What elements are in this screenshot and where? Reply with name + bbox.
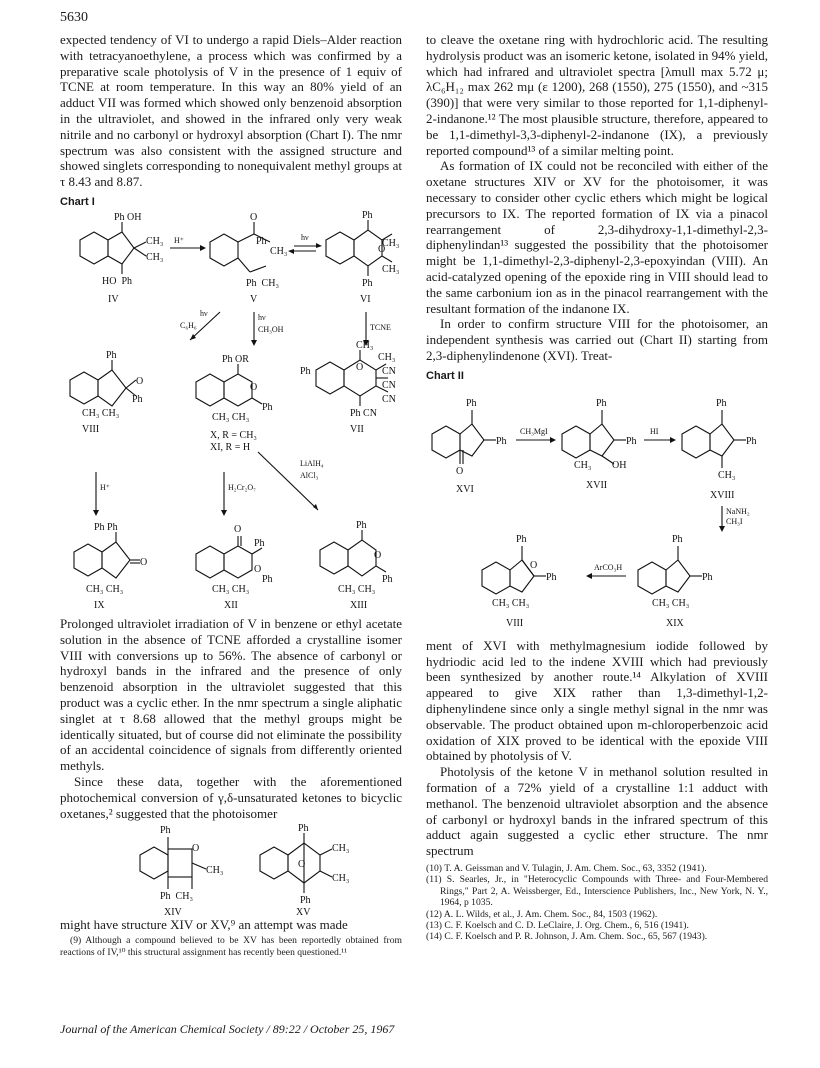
reagent-hv-3: hν — [258, 312, 266, 322]
svg-text:CH₃: CH₃ — [206, 865, 224, 877]
left-column — [60, 32, 402, 958]
svg-text:CH₃: CH₃ — [382, 237, 400, 249]
svg-text:HO Ph: HO Ph — [102, 275, 133, 287]
structure-xviii — [682, 398, 757, 481]
svg-text:Ph: Ph — [672, 533, 683, 545]
label-xviii: XVIII — [710, 489, 735, 501]
reagent-tcne: TCNE — [370, 322, 391, 332]
page-number: 5630 — [60, 10, 88, 25]
svg-text:Ph: Ph — [496, 435, 507, 447]
structure-xix — [638, 534, 713, 609]
structure-xiv — [140, 825, 223, 902]
svg-text:Ph: Ph — [262, 573, 273, 585]
svg-text:Ph: Ph — [300, 895, 311, 907]
reagent-hv-2: hν — [200, 308, 208, 318]
svg-text:Ph: Ph — [466, 397, 477, 409]
svg-text:CH₃ CH₃: CH₃ CH₃ — [86, 583, 124, 595]
svg-text:CH₃ CH₃: CH₃ CH₃ — [338, 583, 376, 595]
svg-text:Ph CH₃: Ph CH₃ — [160, 891, 193, 903]
reference-14: (14) C. F. Koelsch and P. R. Johnson, J. Am. Chem. Soc., 65, 567 (1943). — [426, 931, 708, 943]
svg-text:CH₃: CH₃ — [718, 469, 736, 481]
chart-2-scheme — [426, 384, 768, 638]
svg-text:O: O — [530, 559, 538, 571]
svg-text:CH₃: CH₃ — [146, 251, 164, 263]
svg-text:Ph CN: Ph CN — [350, 407, 377, 419]
label-xvii: XVII — [586, 479, 608, 491]
svg-text:O: O — [250, 211, 258, 223]
svg-text:Ph: Ph — [362, 277, 373, 289]
svg-text:Ph: Ph — [702, 571, 713, 583]
structure-vi — [326, 210, 399, 289]
structure-viii — [70, 350, 143, 419]
label-xiii: XIII — [350, 599, 368, 611]
svg-text:OH: OH — [612, 459, 627, 471]
svg-text:O: O — [378, 243, 386, 255]
chart-1-scheme — [60, 210, 402, 612]
structure-vii — [300, 340, 396, 419]
label-vii: VII — [350, 423, 364, 435]
references — [426, 863, 768, 943]
svg-text:Ph: Ph — [546, 571, 557, 583]
label-iv: IV — [108, 293, 119, 305]
svg-text:CH₃ CH₃: CH₃ CH₃ — [652, 597, 690, 609]
structure-xiii — [320, 520, 393, 595]
structure-viii-2 — [482, 534, 557, 609]
svg-text:Ph: Ph — [746, 435, 757, 447]
svg-text:O: O — [140, 556, 148, 568]
structure-xii — [196, 524, 273, 595]
svg-text:O: O — [254, 563, 262, 575]
right-paragraph-2: As formation of IX could not be reconciled with either of the oxetane structures XIV or XV for the photoisomer, it was necessary to consider other cyclic ethers which might be logical precursors to IX. The reported formation of IX via a pinacol rearrangement of 2,3-dihydroxy-1,1-dimethyl-2,3-diphenylindan¹³ suggested the possibility that the photoisomer might be 1,1-dimethyl-2,3-diphenyl-2,3-epoxyindan (VIII). An acid-catalyzed opening of the epoxide ring in VIII should lead to the same carbonium ion as in the pinacol rearrangement with the resultant formation of the indanone IX. — [426, 158, 768, 316]
structure-xvi — [432, 398, 507, 477]
svg-text:CH₃: CH₃ — [356, 339, 374, 351]
svg-text:Ph: Ph — [298, 823, 309, 835]
svg-text:O: O — [356, 361, 364, 373]
svg-text:CH₃: CH₃ — [332, 843, 350, 855]
svg-text:Ph: Ph — [106, 349, 117, 361]
reagent-alcl3: AlCl₃ — [300, 470, 319, 480]
left-paragraph-2: Prolonged ultraviolet irradiation of V in benzene or ethyl acetate solution in the absence of TCNE afforded a crystalline isomer VIII with conversions up to 56%. The absence of carbonyl or hydroxyl bands in the infrared and the presence of only benzenoid absorption in the ultraviolet suggested that this product was a cyclic ether. In the nmr spectrum a single aliphatic singlet at τ 8.68 allowed that the methyl groups might be identically situated, but of course did not eliminate the possibility of an accidental coincidence of signals from differently oriented methyls. — [60, 615, 402, 774]
footnote-9: (9) Although a compound believed to be XV has been reportedly obtained from reactions of IV,¹⁰ this structural assignment has recently been questioned.¹¹ — [60, 935, 402, 958]
svg-text:O: O — [456, 465, 464, 477]
label-ix: IX — [94, 599, 105, 611]
svg-text:Ph: Ph — [356, 519, 367, 531]
reagent-ch3i: CH₃I — [726, 516, 743, 526]
structure-v — [210, 212, 287, 289]
svg-text:Ph: Ph — [596, 397, 607, 409]
label-viii: VIII — [82, 423, 100, 435]
label-vi: VI — [360, 293, 371, 305]
reagent-arco3h: ArCO₃H — [594, 562, 623, 572]
reagent-h-plus-2: H⁺ — [100, 482, 110, 492]
label-xix: XIX — [666, 617, 684, 629]
svg-text:O: O — [298, 859, 306, 871]
svg-text:CN: CN — [382, 393, 396, 405]
reference-13: (13) C. F. Koelsch and C. D. LeClaire, J. Org. Chem., 6, 516 (1941). — [426, 919, 689, 931]
structure-x-xi — [196, 354, 273, 423]
svg-text:O: O — [250, 381, 258, 393]
svg-text:CH₃: CH₃ — [574, 459, 592, 471]
label-x: X, R = CH₃ — [210, 429, 257, 441]
svg-text:Ph: Ph — [300, 365, 311, 377]
left-paragraph-1: expected tendency of VI to undergo a rapid Diels–Alder reaction with tetracyanoethylene, a process which was confirmed by a preparative scale photolysis of V in the presence of 1 equiv of TCNE at room temperature. In this way an 80% yield of an adduct VII was formed which showed only benzenoid absorption in the ultraviolet, and showed in the infrared only very weak nitrile and no carbonyl or hydroxyl absorption (Chart I). The nmr spectrum was also consistent with the assigned structure and showed singlets corresponding to nonequivalent methyl groups at τ 8.43 and 8.87. — [60, 32, 402, 190]
label-xvi: XVI — [456, 483, 474, 495]
svg-text:CH₃ CH₃: CH₃ CH₃ — [212, 583, 250, 595]
svg-text:Ph: Ph — [256, 235, 267, 247]
reagent-chromic: H₂Cr₂O₇ — [228, 482, 256, 492]
svg-text:CH₃: CH₃ — [378, 351, 396, 363]
label-viii-2: VIII — [506, 617, 524, 629]
reference-10: (10) T. A. Geissman and V. Tulagin, J. Am. Chem. Soc., 63, 3352 (1941). — [426, 862, 707, 874]
reagent-ch3oh: CH₃OH — [258, 324, 284, 334]
svg-text:Ph: Ph — [382, 573, 393, 585]
label-xi: XI, R = H — [210, 441, 251, 453]
svg-text:CH₃: CH₃ — [382, 263, 400, 275]
svg-text:CN: CN — [382, 379, 396, 391]
svg-text:Ph: Ph — [262, 401, 273, 413]
svg-text:Ph: Ph — [254, 537, 265, 549]
journal-footer: Journal of the American Chemical Society / 89:22 / October 25, 1967 — [60, 1022, 395, 1036]
right-paragraph-5: Photolysis of the ketone V in methanol solution resulted in formation of a 72% yield of a crystalline 1:1 adduct with methanol. The benzenoid ultraviolet absorption and the absence of carbonyl or hydroxyl bands in the infrared spectrum of this adduct again suggested a cyclic ether structure. The nmr spectrum — [426, 764, 768, 859]
right-column — [426, 32, 768, 943]
reagent-ch3mgi: CH₃MgI — [520, 426, 548, 436]
svg-text:Ph: Ph — [626, 435, 637, 447]
right-paragraph-4: ment of XVI with methylmagnesium iodide followed by hydriodic acid led to the indene XVIII which had previously been synthesized by another route.¹⁴ Alkylation of XVIII appeared to give XIX rather than 1,3-dimethyl-1,2-diphenylindene since only a single methyl signal in the nmr was observable. The product obtained upon m-chloroperbenzoic acid oxidation of XIX proved to be identical with the epoxide VIII obtained by photolysis of V. — [426, 637, 768, 764]
reagent-lialh4: LiAlH₄ — [300, 458, 324, 468]
svg-text:Ph Ph: Ph Ph — [94, 521, 118, 533]
svg-text:CH₃: CH₃ — [270, 245, 288, 257]
svg-text:CH₃ CH₃: CH₃ CH₃ — [82, 407, 120, 419]
chart-1-label: Chart I — [60, 195, 95, 208]
iv-ph-oh: Ph OH — [114, 211, 142, 223]
left-paragraph-3: Since these data, together with the aforementioned photochemical conversion of γ,δ-unsaturated ketones to bicyclic oxetanes,² suggested that the photoisomer — [60, 773, 402, 821]
reference-12: (12) A. L. Wilds, et al., J. Am. Chem. Soc., 84, 1503 (1962). — [426, 908, 658, 920]
svg-text:Ph: Ph — [160, 825, 171, 837]
svg-text:CH₃ CH₃: CH₃ CH₃ — [492, 597, 530, 609]
xiv-xv-structures — [60, 821, 402, 917]
svg-text:Ph: Ph — [132, 393, 143, 405]
svg-text:CH₃: CH₃ — [146, 235, 164, 247]
label-xiv: XIV — [164, 907, 182, 918]
reagent-c6h6: C₆H₆ — [180, 320, 197, 330]
svg-text:Ph: Ph — [516, 533, 527, 545]
label-xv: XV — [296, 907, 311, 918]
label-xii: XII — [224, 599, 238, 611]
svg-text:CH₃ CH₃: CH₃ CH₃ — [212, 411, 250, 423]
svg-text:CN: CN — [382, 365, 396, 377]
right-paragraph-3: In order to confirm structure VIII for the photoisomer, an independent synthesis was carried out (Chart II) starting from 2,3-diphenylindenone (XVI). Treat- — [426, 316, 768, 363]
chart-2-label: Chart II — [426, 369, 464, 382]
reagent-hv-1: hν — [301, 232, 309, 242]
structure-xvii — [562, 398, 637, 471]
svg-text:Ph: Ph — [362, 209, 373, 221]
svg-text:CH₃: CH₃ — [332, 873, 350, 885]
reagent-h-plus-1: H⁺ — [174, 235, 184, 245]
reagent-hi: HI — [650, 426, 659, 436]
reagent-nanh2: NaNH₂ — [726, 506, 750, 516]
svg-text:Ph CH₃: Ph CH₃ — [246, 277, 279, 289]
structure-ix — [74, 522, 147, 595]
label-v: V — [250, 293, 258, 305]
svg-text:O: O — [374, 549, 382, 561]
structure-xv — [260, 823, 349, 906]
right-paragraph-1: to cleave the oxetane ring with hydrochloric acid. The resulting hydrolysis product was an isomeric ketone, isolated in 94% yield, which had infrared and ultraviolet spectra [λmull max 5.72 μ; λC₆H₁₂ max 262 mμ (ε 1200), 268 (1550), 275 (1550), and ~315 (390)] that were very similar to those reported for 1,1-diphenyl-2-indanone.¹² The most plausible structure, therefore, appeared to be 1,1-dimethyl-3,3-diphenyl-2-indanone (IX), a previously reported compound¹³ of a similar melting point. — [426, 32, 768, 158]
svg-text:Ph: Ph — [716, 397, 727, 409]
structure-iv — [80, 212, 163, 287]
svg-text:O: O — [234, 523, 242, 535]
left-paragraph-4: might have structure XIV or XV,⁹ an attempt was made — [60, 917, 348, 933]
svg-text:O: O — [136, 375, 144, 387]
reference-11: (11) S. Searles, Jr., in "Heterocyclic Compounds with Three- and Four-Membered Rings," Part 2, A. Weissberger, Ed., Interscience Publishers, Inc., New York, N. Y., 1964, p 1035. — [426, 874, 768, 909]
svg-text:Ph OR: Ph OR — [222, 353, 249, 365]
svg-text:O: O — [192, 843, 200, 855]
